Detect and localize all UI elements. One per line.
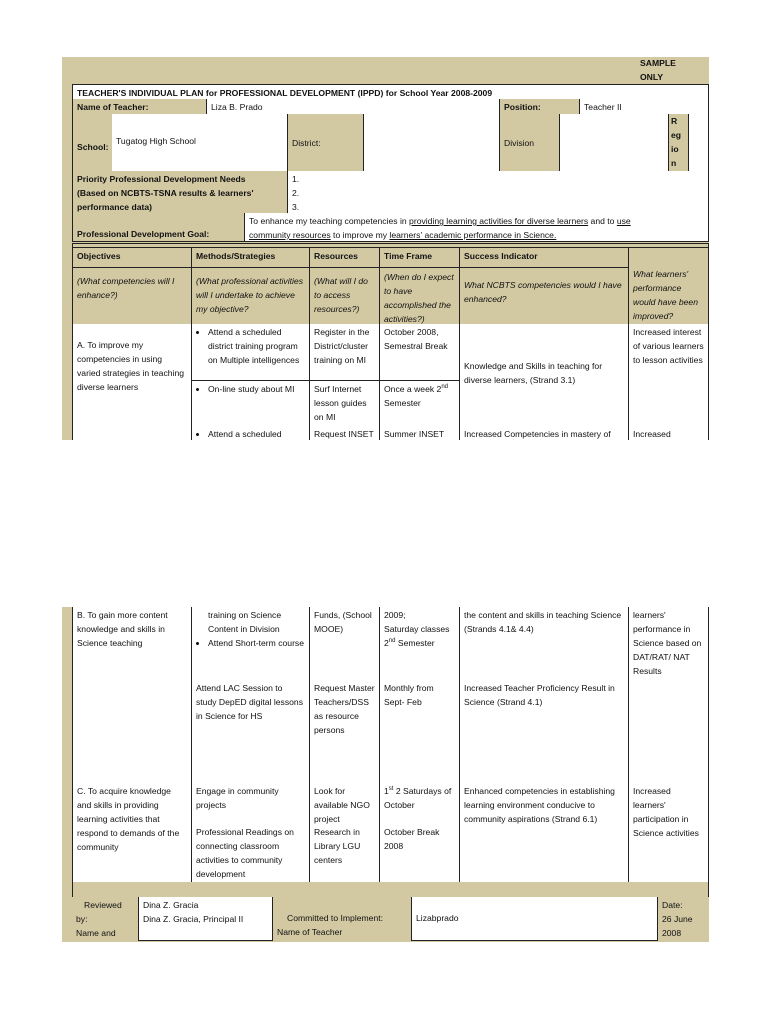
objective-b-start <box>72 426 191 440</box>
resource-b1-start: Request INSET <box>309 426 379 440</box>
division-label: Division <box>499 114 559 172</box>
footer-spacer <box>72 882 709 898</box>
priority-needs-list: 1. 2. 3. <box>287 171 709 214</box>
goal-label: Professional Development Goal: <box>72 213 244 242</box>
method-b3: Attend LAC Session to study DepED digital lessons in Science for HS <box>191 680 309 784</box>
priority-needs-label: Priority Professional Development Needs (Based on NCBTS-TSNA results & learners' performance data) <box>72 171 287 214</box>
objective-c: C. To acquire knowledge and skills in providing learning activities that respond to demands of the community <box>72 783 191 883</box>
success-c: Enhanced competencies in establishing learning environment conducive to community aspirations (Strand 6.1) <box>459 783 628 883</box>
time-a1: October 2008, Semestral Break <box>379 324 459 381</box>
method-b1-cont: training on Science Content in Division • Attend Short-term course <box>191 607 309 681</box>
resource-b1-cont: Funds, (School MOOE) <box>309 607 379 681</box>
division-value <box>559 114 668 172</box>
success-a: Knowledge and Skills in teaching for diverse learners, (Strand 3.1) <box>459 324 628 427</box>
resource-a1: Register in the District/cluster training on MI <box>309 324 379 381</box>
col-success-header: Success Indicator What NCBTS competencies would I have enhanced? <box>459 247 628 325</box>
district-value <box>363 114 499 172</box>
resource-a2: Surf Internet lesson guides on MI <box>309 381 379 427</box>
objective-a: A. To improve my competencies in using varied strategies in teaching diverse learners <box>72 324 191 427</box>
method-a2: • On-line study about MI <box>191 381 309 427</box>
col-timeframe-header: Time Frame (When do I expect to have accomplished the activities?) <box>379 247 459 325</box>
learners-b-start: Increased <box>628 426 709 440</box>
name-of-teacher-label: Name of Teacher: <box>72 99 206 115</box>
col-resources-header: Resources (What will I do to access resources?) <box>309 247 379 325</box>
col-learners-header: What learners' performance would have been improved? <box>628 247 709 325</box>
success-b3: Increased Teacher Proficiency Result in Science (Strand 4.1) <box>459 680 628 784</box>
objective-b: B. To gain more content knowledge and skills in Science teaching <box>72 607 191 681</box>
teacher-signature: Lizabprado <box>411 897 658 941</box>
resource-b3: Request Master Teachers/DSS as resource persons <box>309 680 379 784</box>
method-c1: Engage in community projects <box>191 783 309 825</box>
success-b-start: Increased Competencies in mastery of <box>459 426 628 440</box>
time-a2: Once a week 2nd Semester <box>379 381 459 427</box>
goal-text: To enhance my teaching competencies in providing learning activities for diverse learners and to use community resources to improve my learners' academic performance in Science. <box>244 213 709 242</box>
time-c1: 1st 2 Saturdays of October <box>379 783 459 825</box>
learners-c: Increased learners' participation in Science activities <box>628 783 709 883</box>
school-value: Tugatog High School <box>112 114 287 172</box>
school-label: School: <box>72 114 112 172</box>
region-label: R eg io n <box>668 114 688 172</box>
resource-c1: Look for available NGO project <box>309 783 379 825</box>
committed-label: Committed to Implement: Name of Teacher <box>273 897 411 942</box>
position-label: Position: <box>499 99 579 115</box>
resource-c2: Research in Library LGU centers <box>309 824 379 883</box>
date-block: Date: 26 June 2008 <box>658 897 709 942</box>
reviewed-by-label: Reviewed by: Name and <box>72 897 138 942</box>
objective-b-empty <box>72 680 191 784</box>
time-b1-start: Summer INSET <box>379 426 459 440</box>
position-value: Teacher II <box>579 99 709 115</box>
time-c2: October Break 2008 <box>379 824 459 883</box>
learners-b-cont: learners' performance in Science based on DAT/RAT/ NAT Results <box>628 607 709 784</box>
method-c2: Professional Readings on connecting classroom activities to community development <box>191 824 309 883</box>
region-value <box>688 114 709 172</box>
district-label: District: <box>287 114 363 172</box>
reviewer-name: Dina Z. Gracia Dina Z. Gracia, Principal II <box>138 897 273 941</box>
plan-title: TEACHER'S INDIVIDUAL PLAN for PROFESSIONAL DEVELOPMENT (IPPD) for School Year 2008-2009 <box>72 84 709 100</box>
name-of-teacher-value: Liza B. Prado <box>206 99 499 115</box>
method-a1: • Attend a scheduled district training program on Multiple intelligences <box>191 324 309 381</box>
time-b1-cont: 2009; Saturday classes 2nd Semester <box>379 607 459 681</box>
time-b3: Monthly from Sept- Feb <box>379 680 459 784</box>
learners-a: Increased interest of various learners to lesson activities <box>628 324 709 427</box>
col-methods-header: Methods/Strategies (What professional activities will I undertake to achieve my objective? <box>191 247 309 325</box>
success-b-cont: the content and skills in teaching Science (Strands 4.1& 4.4) <box>459 607 628 681</box>
sample-only-label: SAMPLE ONLY <box>640 58 676 82</box>
col-objectives-header: Objectives (What competencies will I enhance?) <box>72 247 191 325</box>
method-b1-start: • Attend a scheduled <box>191 426 309 440</box>
